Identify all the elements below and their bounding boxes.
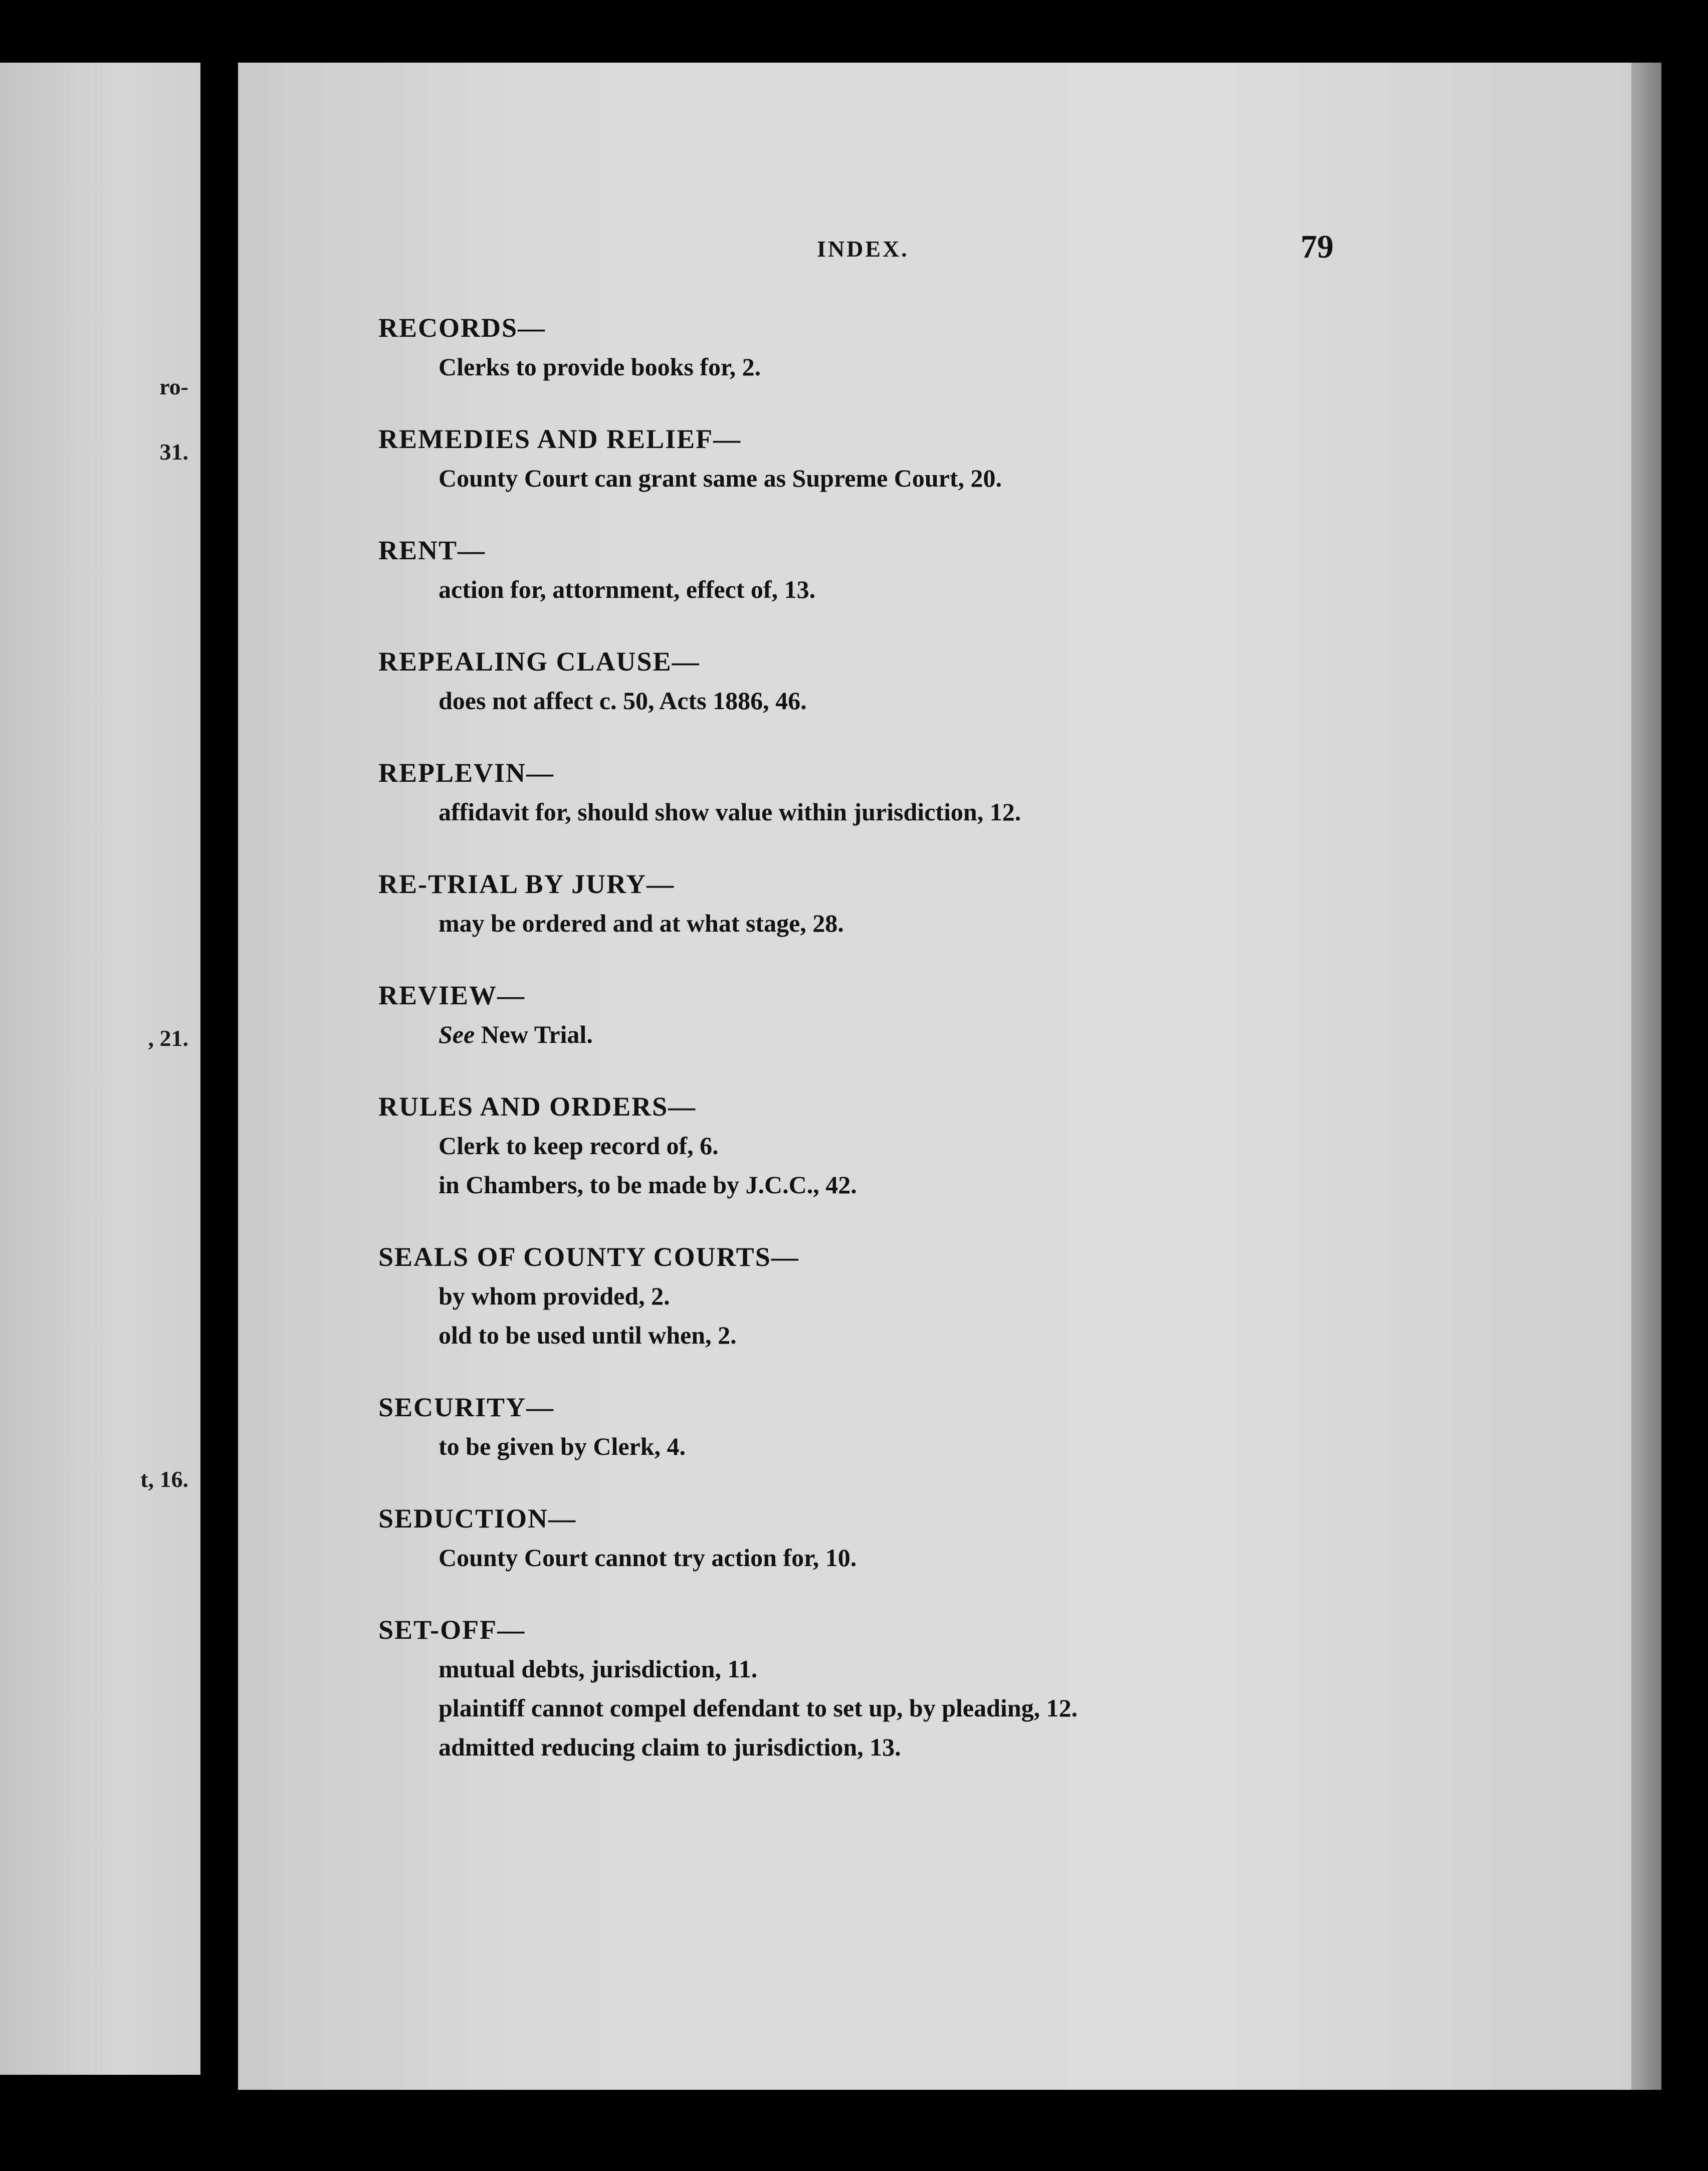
entry-line: may be ordered and at what stage, 28. bbox=[439, 909, 844, 937]
book-gutter bbox=[200, 0, 238, 2171]
entry-line: does not affect c. 50, Acts 1886, 46. bbox=[439, 687, 807, 715]
entry-heading: RULES AND ORDERS— bbox=[378, 1092, 697, 1122]
entry-heading: RE-TRIAL BY JURY— bbox=[378, 869, 675, 899]
entry-heading: REPLEVIN— bbox=[378, 758, 555, 788]
entry-line: Clerks to provide books for, 2. bbox=[439, 353, 761, 381]
left-page bbox=[0, 63, 200, 2075]
index-entry-seals bbox=[378, 1237, 1581, 1355]
index-entry-review bbox=[378, 976, 1581, 1054]
see-reference-target: New Trial. bbox=[481, 1020, 593, 1048]
left-page-fragment: ro- bbox=[159, 374, 188, 399]
index-entry-repealing-clause bbox=[378, 642, 1581, 720]
entry-heading: RECORDS— bbox=[378, 313, 546, 343]
index-entry-seduction bbox=[378, 1499, 1581, 1577]
index-entry-rent bbox=[378, 531, 1581, 609]
entry-heading: SET-OFF— bbox=[378, 1615, 526, 1645]
entry-line: in Chambers, to be made by J.C.C., 42. bbox=[439, 1171, 857, 1199]
index-entry-replevin bbox=[378, 753, 1581, 831]
entry-heading: SEDUCTION— bbox=[378, 1503, 577, 1534]
entry-heading: SECURITY— bbox=[378, 1392, 555, 1422]
entry-line: County Court cannot try action for, 10. bbox=[439, 1544, 857, 1572]
page-edge-shadow bbox=[1631, 63, 1661, 2090]
entry-line: admitted reducing claim to jurisdiction, 13. bbox=[439, 1733, 901, 1761]
entry-line: by whom provided, 2. bbox=[439, 1282, 670, 1310]
index-list bbox=[378, 308, 1581, 1800]
entry-heading: RENT— bbox=[378, 535, 486, 565]
left-page-fragment: t, 16. bbox=[140, 1466, 188, 1492]
index-entry-remedies bbox=[378, 419, 1581, 498]
entry-line: old to be used until when, 2. bbox=[439, 1321, 737, 1349]
entry-heading: SEALS OF COUNTY COURTS— bbox=[378, 1242, 799, 1272]
page-title: INDEX. bbox=[817, 236, 909, 262]
entry-line: to be given by Clerk, 4. bbox=[439, 1432, 686, 1460]
index-entry-retrial bbox=[378, 864, 1581, 943]
index-entry-security bbox=[378, 1388, 1581, 1466]
entry-line: mutual debts, jurisdiction, 11. bbox=[439, 1655, 758, 1683]
entry-line: County Court can grant same as Supreme Court, 20. bbox=[439, 464, 1002, 492]
index-page bbox=[238, 63, 1631, 2090]
entry-heading: REMEDIES AND RELIEF— bbox=[378, 424, 742, 454]
see-reference-label: See bbox=[439, 1020, 475, 1048]
entry-line: plaintiff cannot compel defendant to set up, by pleading, 12. bbox=[439, 1694, 1078, 1722]
entry-heading: REPEALING CLAUSE— bbox=[378, 646, 700, 677]
left-page-fragment: 31. bbox=[159, 439, 188, 465]
index-entry-rules-orders bbox=[378, 1087, 1581, 1204]
entry-heading: REVIEW— bbox=[378, 980, 526, 1010]
entry-line: Clerk to keep record of, 6. bbox=[439, 1132, 719, 1160]
index-entry-set-off bbox=[378, 1610, 1581, 1767]
left-page-fragment: , 21. bbox=[148, 1025, 188, 1051]
entry-line: affidavit for, should show value within jurisdiction, 12. bbox=[439, 798, 1021, 826]
page-number: 79 bbox=[1301, 229, 1334, 265]
entry-line bbox=[378, 1015, 1581, 1054]
index-entry-records bbox=[378, 308, 1581, 386]
entry-line: action for, attornment, effect of, 13. bbox=[439, 575, 816, 603]
